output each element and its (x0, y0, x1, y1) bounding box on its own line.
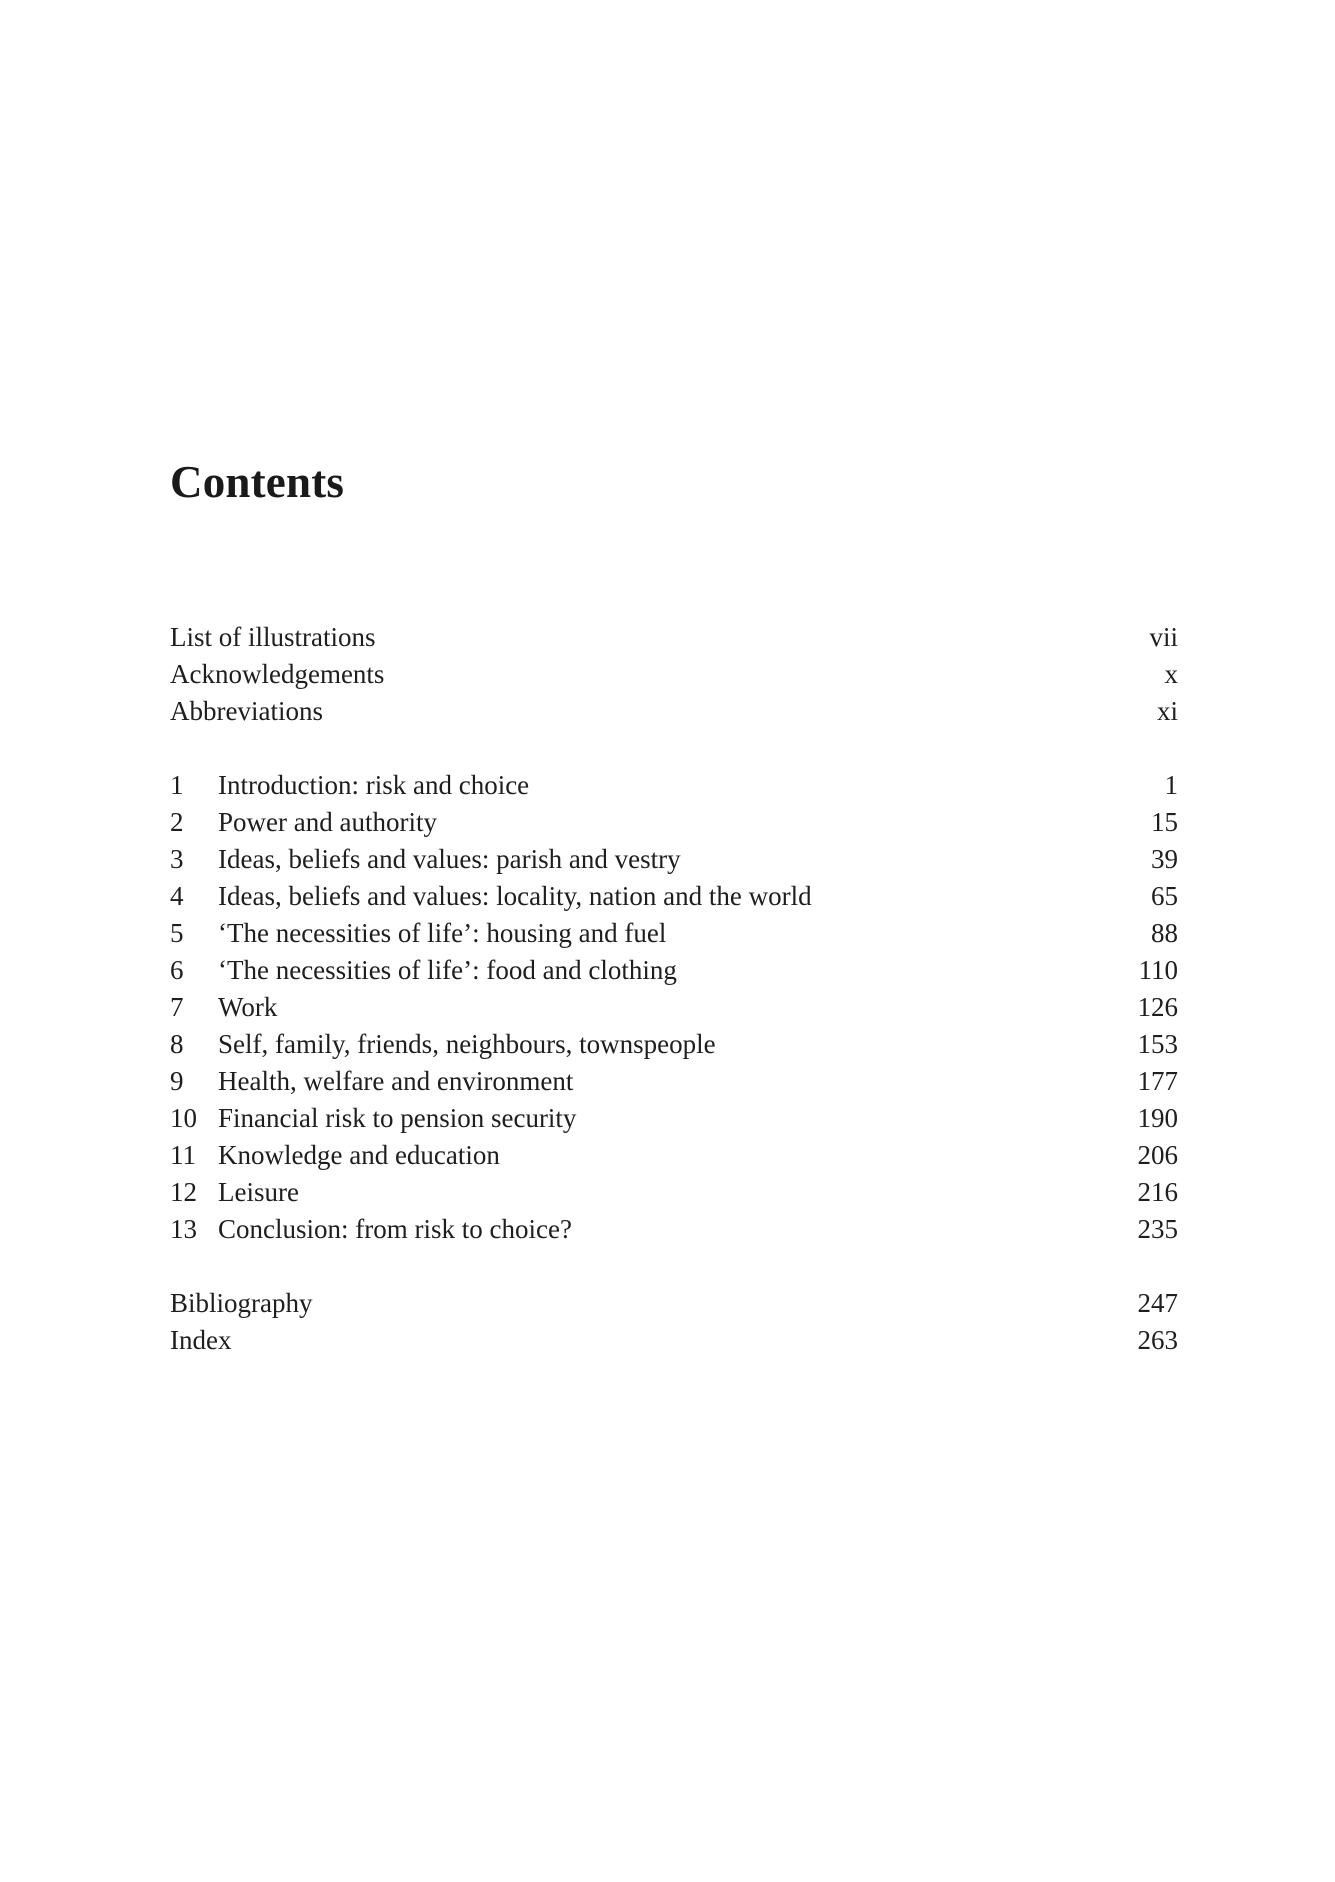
chapter-page: 177 (1137, 1066, 1178, 1096)
chapter-number: 4 (170, 881, 184, 911)
chapter-title: Ideas, beliefs and values: parish and vestry (218, 844, 681, 874)
toc-entry-page: 247 (1137, 1288, 1178, 1318)
toc-entry-label: Acknowledgements (170, 659, 385, 689)
chapter-title: Power and authority (218, 807, 437, 837)
chapter-entry (170, 989, 1178, 1026)
toc-entry (170, 1322, 1178, 1359)
chapter-number: 8 (170, 1029, 184, 1059)
chapter-title: Introduction: risk and choice (218, 770, 530, 800)
chapter-title: Conclusion: from risk to choice? (218, 1214, 572, 1244)
chapter-page: 153 (1137, 1029, 1178, 1059)
toc-entry (170, 619, 1178, 656)
chapter-entry (170, 1100, 1178, 1137)
chapter-page: 235 (1137, 1214, 1178, 1244)
toc-entry-page: 263 (1137, 1325, 1178, 1355)
toc-entry-label: Abbreviations (170, 696, 323, 726)
chapter-number: 9 (170, 1066, 184, 1096)
chapter-number: 3 (170, 844, 184, 874)
chapter-number: 2 (170, 807, 184, 837)
chapter-number: 12 (170, 1177, 197, 1207)
chapter-page: 15 (1151, 807, 1178, 837)
chapter-page: 65 (1151, 881, 1178, 911)
chapter-entry (170, 1211, 1178, 1248)
chapter-entry (170, 952, 1178, 989)
table-of-contents (170, 619, 1178, 1359)
back-matter-list (170, 1285, 1178, 1359)
chapter-number: 11 (170, 1140, 196, 1170)
chapter-page: 110 (1138, 955, 1178, 985)
toc-entry-label: Index (170, 1325, 232, 1355)
page-title: Contents (170, 457, 345, 507)
chapter-number: 13 (170, 1214, 197, 1244)
chapter-title: Self, family, friends, neighbours, townspeople (218, 1029, 716, 1059)
chapter-page: 88 (1151, 918, 1178, 948)
chapter-number: 6 (170, 955, 184, 985)
chapter-title: Leisure (218, 1177, 299, 1207)
chapter-title: ‘The necessities of life’: housing and fuel (218, 918, 667, 948)
chapter-page: 39 (1151, 844, 1178, 874)
chapter-entry (170, 804, 1178, 841)
chapter-entry (170, 1026, 1178, 1063)
chapter-page: 1 (1164, 770, 1178, 800)
toc-entry-label: Bibliography (170, 1288, 313, 1318)
chapter-page: 206 (1137, 1140, 1178, 1170)
chapter-list (170, 767, 1178, 1248)
chapter-page: 216 (1137, 1177, 1178, 1207)
chapter-entry (170, 1174, 1178, 1211)
chapter-number: 7 (170, 992, 184, 1022)
chapter-page: 190 (1137, 1103, 1178, 1133)
chapter-entry (170, 878, 1178, 915)
chapter-title: Knowledge and education (218, 1140, 500, 1170)
toc-entry (170, 656, 1178, 693)
chapter-entry (170, 767, 1178, 804)
toc-entry (170, 1285, 1178, 1322)
toc-entry-label: List of illustrations (170, 622, 376, 652)
toc-entry (170, 693, 1178, 730)
toc-entry-page: xi (1156, 696, 1178, 726)
chapter-title: ‘The necessities of life’: food and clothing (218, 955, 677, 985)
chapter-title: Health, welfare and environment (218, 1066, 574, 1096)
chapter-number: 1 (170, 770, 184, 800)
chapter-number: 5 (170, 918, 184, 948)
chapter-number: 10 (170, 1103, 197, 1133)
chapter-entry (170, 1063, 1178, 1100)
chapter-entry (170, 841, 1178, 878)
chapter-page: 126 (1137, 992, 1178, 1022)
chapter-title: Ideas, beliefs and values: locality, nation and the world (218, 881, 812, 911)
chapter-entry (170, 1137, 1178, 1174)
chapter-title: Work (218, 992, 278, 1022)
toc-entry-page: x (1164, 659, 1178, 689)
toc-entry-page: vii (1149, 622, 1178, 652)
chapter-title: Financial risk to pension security (218, 1103, 577, 1133)
chapter-entry (170, 915, 1178, 952)
front-matter-list (170, 619, 1178, 730)
